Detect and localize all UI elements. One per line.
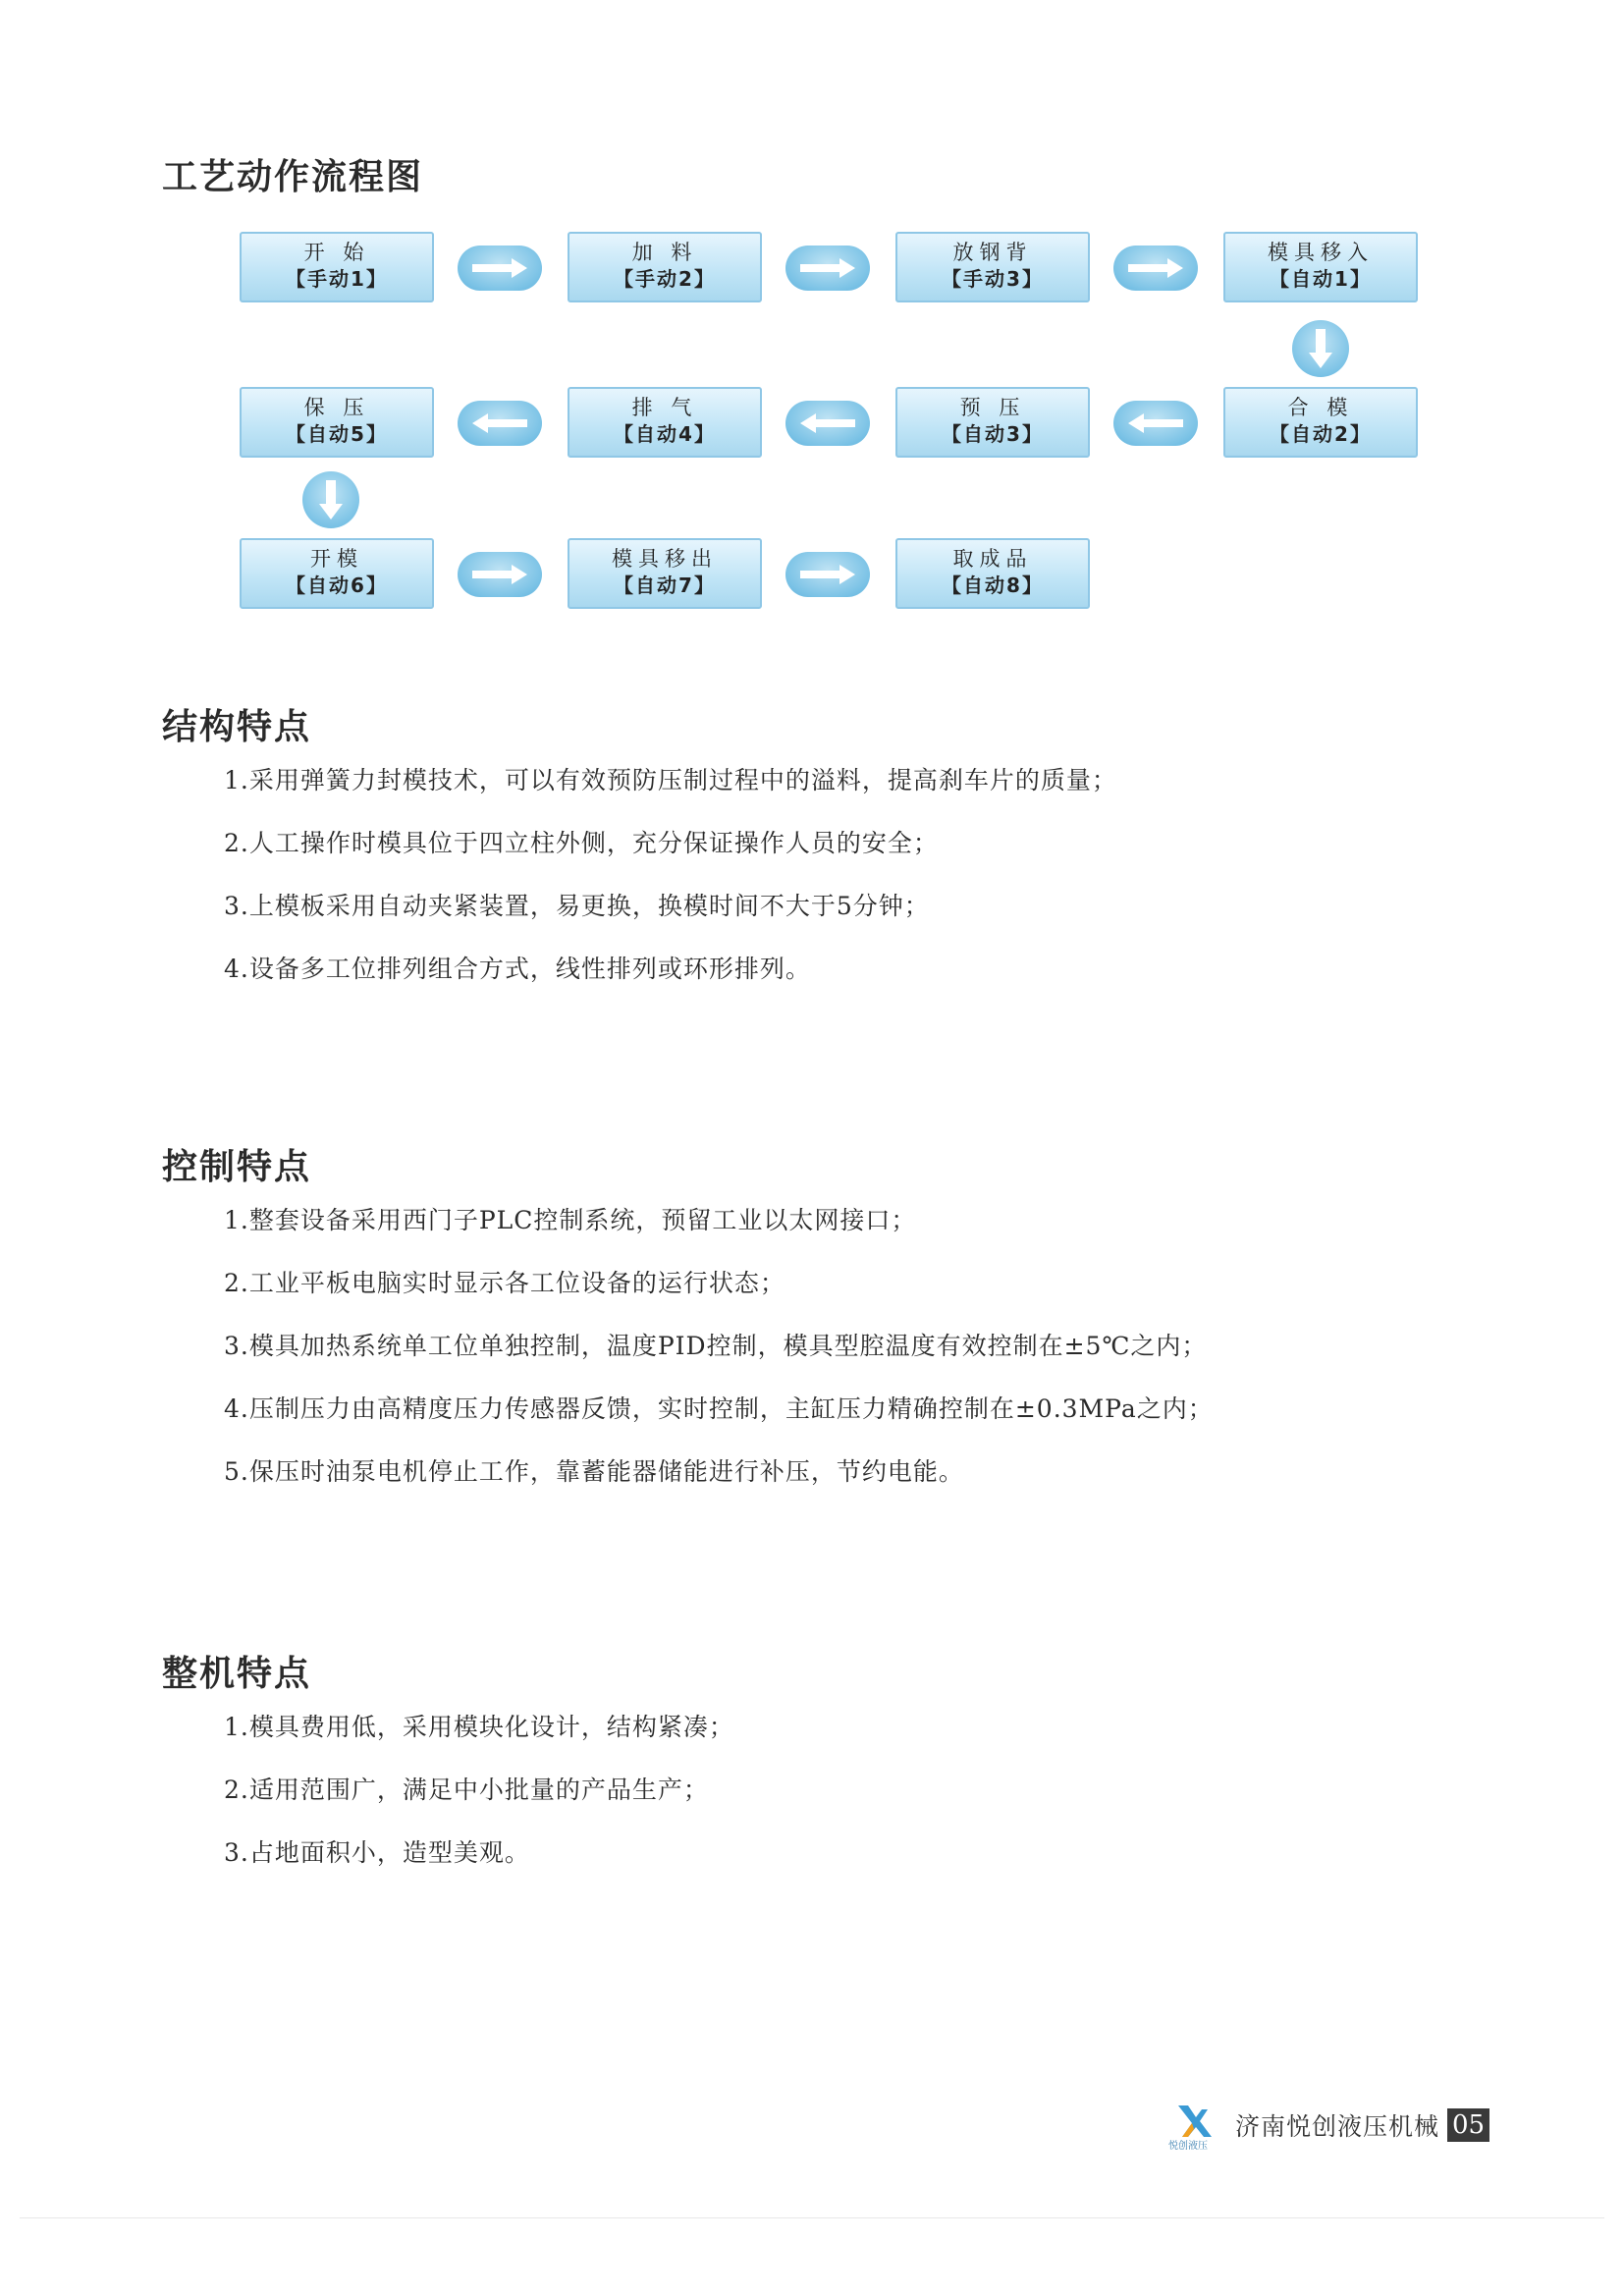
flow-step-exhaust <box>568 387 762 458</box>
list-item: 1.采用弹簧力封模技术，可以有效预防压制过程中的溢料，提高刹车片的质量； <box>224 766 1117 794</box>
flow-step-mold-in <box>1223 232 1418 302</box>
flow-step-mode: 【手动1】 <box>286 267 388 291</box>
flow-step-name: 保 压 <box>303 396 370 419</box>
company-logo <box>1168 2102 1227 2152</box>
list-item: 4.压制压力由高精度压力传感器反馈，实时控制，主缸压力精确控制在±0.3MPa之内； <box>224 1394 1214 1423</box>
arrow-down-icon <box>302 471 359 528</box>
arrow-right-icon <box>785 246 870 291</box>
arrow-right-icon <box>458 246 542 291</box>
flow-step-mode: 【自动6】 <box>286 574 388 597</box>
divider <box>20 2217 1604 2218</box>
machine-feature-list <box>224 1713 734 1901</box>
arrow-down-icon <box>1292 320 1349 377</box>
flow-step-mode: 【自动3】 <box>942 422 1044 446</box>
flow-step-name: 模具移出 <box>612 547 718 571</box>
list-item: 3.上模板采用自动夹紧装置，易更换，换模时间不大于5分钟； <box>224 892 930 920</box>
flow-step-mold-out <box>568 538 762 609</box>
flow-step-take-product <box>895 538 1090 609</box>
arrow-right-icon <box>1113 246 1198 291</box>
list-item: 1.整套设备采用西门子PLC控制系统，预留工业以太网接口； <box>224 1206 917 1234</box>
list-item: 5.保压时油泵电机停止工作，靠蓄能器储能进行补压，节约电能。 <box>224 1457 964 1486</box>
flow-step-open-mold <box>240 538 434 609</box>
flow-step-name: 合 模 <box>1287 396 1354 419</box>
structure-feature-list <box>224 766 1117 1017</box>
flow-step-name: 放钢背 <box>952 241 1033 264</box>
flow-step-close-mold <box>1223 387 1418 458</box>
logo-text: 悦创液压 <box>1168 2141 1208 2152</box>
control-feature-list <box>224 1206 1214 1520</box>
flow-step-mode: 【自动5】 <box>286 422 388 446</box>
flow-step-mode: 【手动2】 <box>614 267 716 291</box>
flow-step-name: 预 压 <box>959 396 1026 419</box>
list-item: 2.适用范围广，满足中小批量的产品生产； <box>224 1776 709 1804</box>
flow-step-name: 加 料 <box>631 241 698 264</box>
flow-step-name: 模具移入 <box>1268 241 1374 264</box>
flow-step-hold-pressure <box>240 387 434 458</box>
arrow-left-icon <box>1113 401 1198 446</box>
list-item: 2.工业平板电脑实时显示各工位设备的运行状态； <box>224 1269 785 1297</box>
machine-section-title: 整机特点 <box>162 1654 312 1694</box>
arrow-left-icon <box>785 401 870 446</box>
arrow-right-icon <box>785 552 870 597</box>
flow-step-place-backplate <box>895 232 1090 302</box>
flow-step-name: 取成品 <box>952 547 1033 571</box>
control-section-title: 控制特点 <box>162 1147 312 1187</box>
list-item: 4.设备多工位排列组合方式，线性排列或环形排列。 <box>224 955 811 983</box>
flow-step-name: 排 气 <box>631 396 698 419</box>
list-item: 1.模具费用低，采用模块化设计，结构紧凑； <box>224 1713 734 1741</box>
flow-step-name: 开 始 <box>303 241 370 264</box>
flow-step-mode: 【自动8】 <box>942 574 1044 597</box>
flow-step-mode: 【自动2】 <box>1270 422 1372 446</box>
list-item: 2.人工操作时模具位于四立柱外侧，充分保证操作人员的安全； <box>224 829 939 857</box>
flow-step-mode: 【自动7】 <box>614 574 716 597</box>
flow-step-prepress <box>895 387 1090 458</box>
structure-section-title: 结构特点 <box>162 707 312 747</box>
company-name: 济南悦创液压机械 <box>1235 2112 1440 2141</box>
arrow-right-icon <box>458 552 542 597</box>
flow-step-mode: 【自动1】 <box>1270 267 1372 291</box>
flow-section-title: 工艺动作流程图 <box>162 157 424 197</box>
flow-step-load <box>568 232 762 302</box>
flow-step-mode: 【自动4】 <box>614 422 716 446</box>
list-item: 3.模具加热系统单工位单独控制，温度PID控制，模具型腔温度有效控制在±5℃之内； <box>224 1332 1208 1360</box>
page-number: 05 <box>1447 2108 1489 2142</box>
flow-step-mode: 【手动3】 <box>942 267 1044 291</box>
page-footer <box>1168 2102 1489 2152</box>
flow-step-start <box>240 232 434 302</box>
arrow-left-icon <box>458 401 542 446</box>
list-item: 3.占地面积小，造型美观。 <box>224 1838 530 1867</box>
flow-step-name: 开模 <box>310 547 363 571</box>
